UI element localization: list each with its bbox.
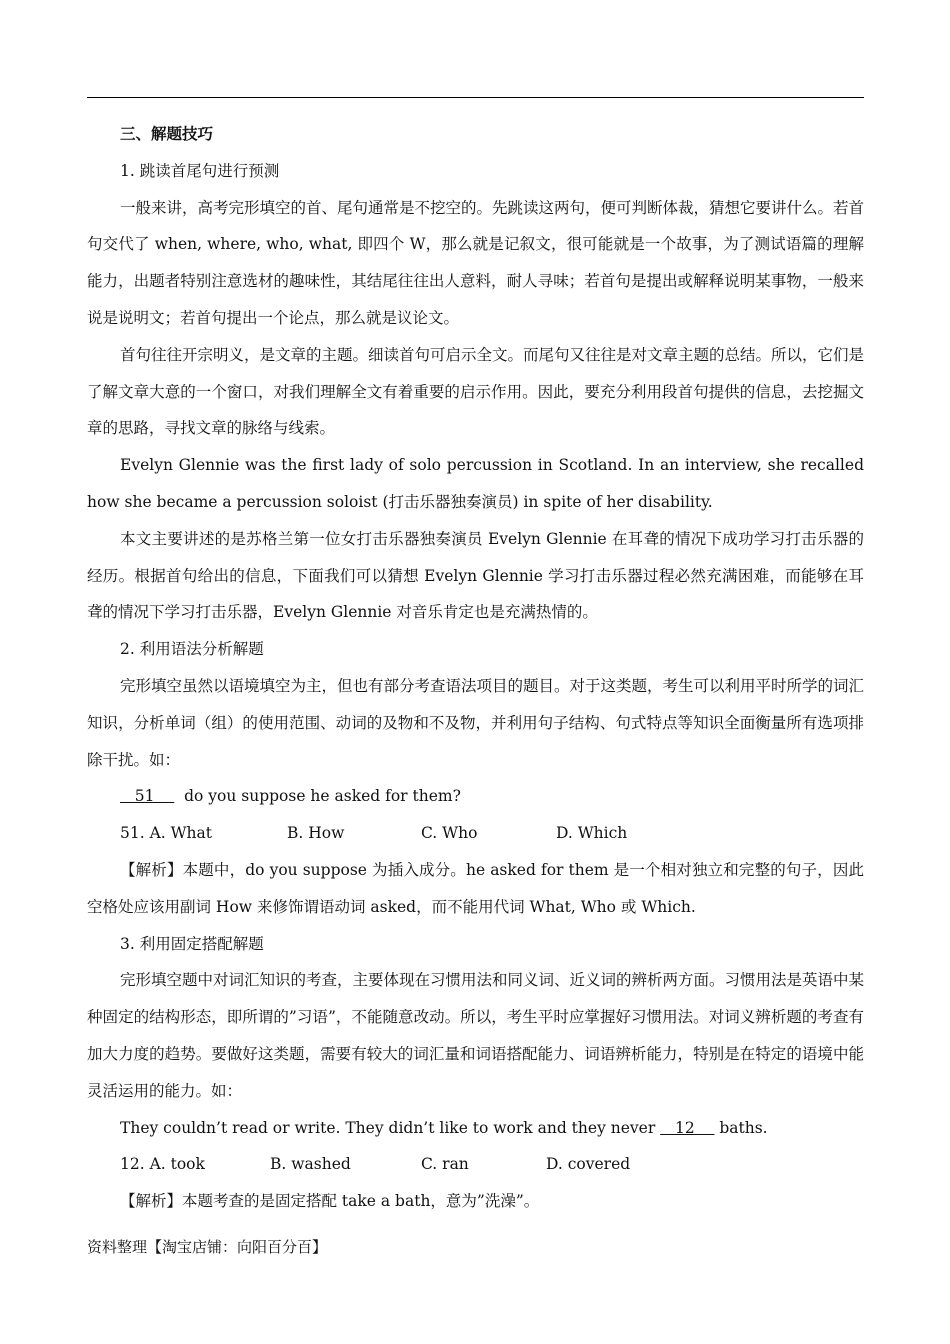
tip2-question xyxy=(87,778,864,815)
question-12-text-after: baths. xyxy=(714,1118,768,1137)
tip1-analysis: 本文主要讲述的是苏格兰第一位女打击乐器独奏演员 Evelyn Glennie 在耳聋的情况下成功学习打击乐器的经历。根据首句给出的信息，下面我们可以猜想 Evelyn Glennie 学习打击乐器过程必然充满困难，而能够在耳聋的情况下学习打击乐器，Evelyn Glennie 对音乐肯定也是充满热情的。 xyxy=(87,529,864,622)
option-12-d: D. covered xyxy=(546,1155,631,1174)
tip3-title: 3. 利用固定搭配解题 xyxy=(120,934,264,953)
tip2-paragraph: 完形填空虽然以语境填空为主，但也有部分考查语法项目的题目。对于这类题，考生可以利用平时所学的词汇知识，分析单词（组）的使用范围、动词的及物和不及物，并利用句子结构、句式特点等知识全面衡量所有选项排除干扰。如： xyxy=(87,676,865,769)
option-51-a: 51. A. What xyxy=(120,824,213,843)
tip3-analysis: 【解析】本题考查的是固定搭配 take a bath，意为”洗澡”。 xyxy=(120,1192,540,1211)
tip2-title: 2. 利用语法分析解题 xyxy=(120,640,264,659)
question-12-text-before: They couldn’t read or write. They didn’t like to work and they never xyxy=(120,1118,661,1137)
option-51-c: C. Who xyxy=(421,824,478,843)
tip1-paragraph-2: 首句往往开宗明义，是文章的主题。细读首句可启示全文。而尾句又往往是对文章主题的总结。所以，它们是了解文章大意的一个窗口，对我们理解全文有着重要的启示作用。因此，要充分利用段首句提供的信息，去挖掘文章的思路，寻找文章的脉络与线索。 xyxy=(87,345,865,438)
tip1-paragraph-1: 一般来讲，高考完形填空的首、尾句通常是不挖空的。先跳读这两句，便可判断体裁，猜想它要讲什么。若首句交代了 when, where, who, what, 即四个 W，那么就是记叙文，很可能就是一个故事，为了测试语篇的理解能力，出题者特别注意选材的趣味性，其结尾往往出人意料，耐人寻味；若首句是提出或解释说明某事物，一般来说是说明文；若首句提出一个论点，那么就是议论文。 xyxy=(87,198,865,327)
document-body xyxy=(87,116,864,1220)
option-51-d: D. Which xyxy=(556,824,628,843)
section-heading: 三、解题技巧 xyxy=(120,124,214,143)
page-footer: 资料整理【淘宝店铺：向阳百分百】 xyxy=(87,1238,328,1256)
question-51-text: do you suppose he asked for them? xyxy=(184,787,461,806)
option-12-a: 12. A. took xyxy=(120,1155,205,1174)
option-51-b: B. How xyxy=(287,824,345,843)
tip2-analysis: 【解析】本题中，do you suppose 为插入成分。he asked for them 是一个相对独立和完整的句子，因此空格处应该用副词 How 来修饰谓语动词 asked，而不能用代词 What, Who 或 Which. xyxy=(87,860,864,916)
tip3-paragraph: 完形填空题中对词汇知识的考查，主要体现在习惯用法和同义词、近义词的辨析两方面。习惯用法是英语中某种固定的结构形态，即所谓的”习语”，不能随意改动。所以，考生平时应掌握好习惯用法。对词义辨析题的考查有加大力度的趋势。要做好这类题，需要有较大的词汇量和词语搭配能力、词语辨析能力，特别是在特定的语境中能灵活运用的能力。如： xyxy=(87,971,865,1100)
tip1-title: 1. 跳读首尾句进行预测 xyxy=(120,161,280,180)
tip3-question xyxy=(87,1110,864,1147)
option-12-c: C. ran xyxy=(421,1155,469,1174)
question-12-options xyxy=(87,1146,864,1183)
question-51-blank: 51 xyxy=(120,787,175,806)
tip1-example: Evelyn Glennie was the first lady of solo percussion in Scotland. In an interview, she recalled how she became a percussion soloist (打击乐器独奏演员) in spite of her disability. xyxy=(87,456,864,511)
header-rule xyxy=(87,97,864,98)
question-51-options xyxy=(87,815,864,852)
option-12-b: B. washed xyxy=(270,1155,351,1174)
question-12-blank: 12 xyxy=(660,1118,715,1137)
